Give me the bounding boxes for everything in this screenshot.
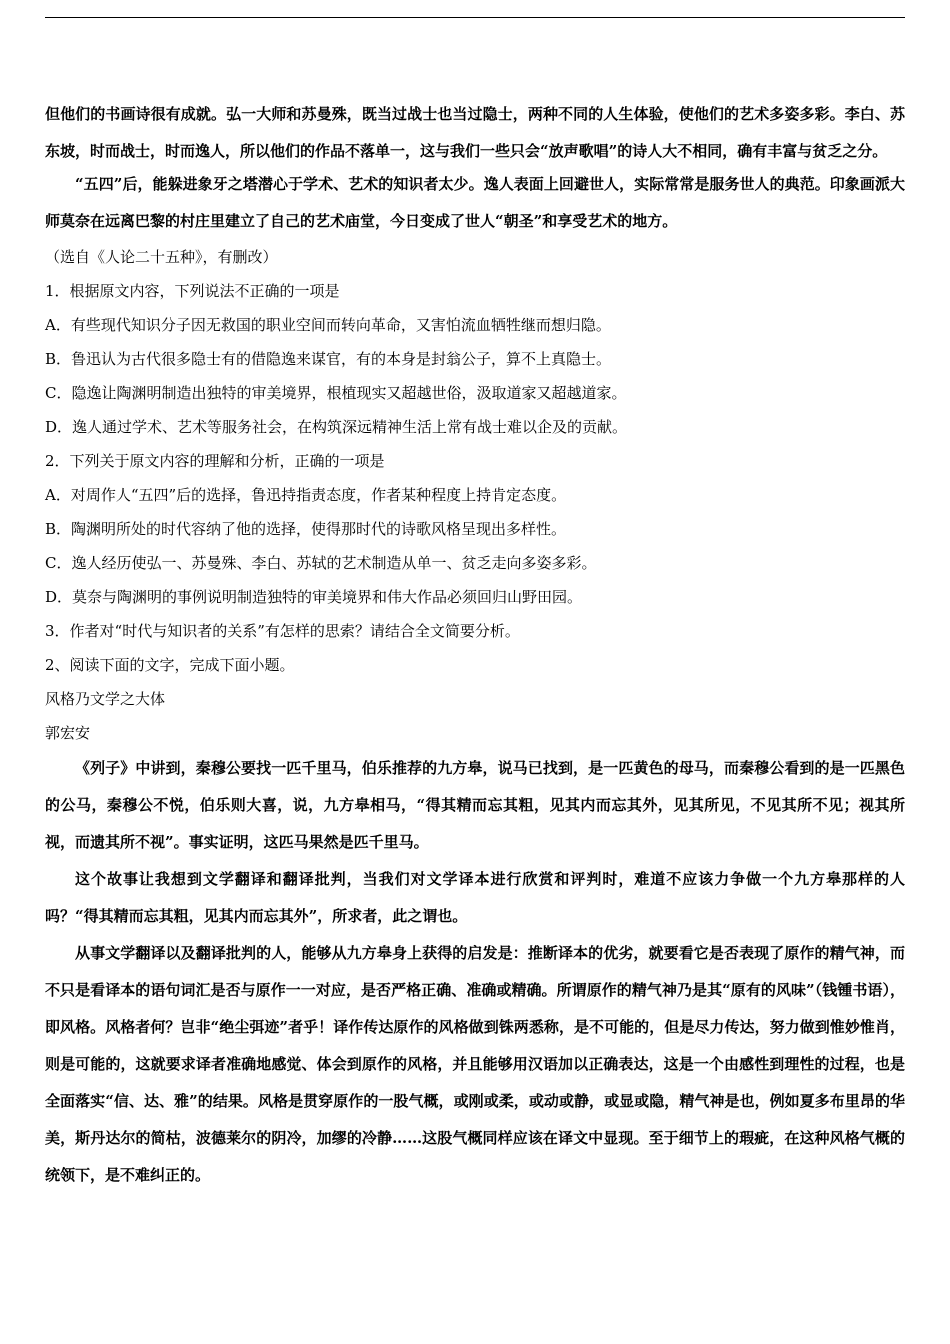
- article-author: 郭宏安: [45, 724, 91, 742]
- question-1-option-b: B．鲁迅认为古代很多隐士有的借隐逸来谋官，有的本身是封翁公子，算不上真隐士。: [45, 350, 612, 368]
- question-1-option-c: C．隐逸让陶渊明制造出独特的审美境界，根植现实又超越世俗，汲取道家又超越道家。: [45, 384, 627, 402]
- question-1-option-d: D．逸人通过学术、艺术等服务社会，在构筑深远精神生活上常有战士难以企及的贡献。: [45, 418, 628, 436]
- passage1-paragraph-1: 但他们的书画诗很有成就。弘一大师和苏曼殊，既当过战士也当过隐士，两种不同的人生体验，使他们的艺术多姿多彩。李白、苏东坡，时而战士，时而逸人，所以他们的作品不落单一，这与我们一些只会“放声歌唱”的诗人大不相同，确有丰富与贫乏之分。: [45, 105, 905, 160]
- article-paragraph-3: 从事文学翻译以及翻译批判的人，能够从九方皋身上获得的启发是：推断译本的优劣，就要看它是否表现了原作的精气神，而不只是看译本的语句词汇是否与原作一一对应，是否严格正确、准确或精确。所谓原作的精气神乃是其“原有的风味”（钱锺书语），即风格。风格者何？岂非“绝尘弭迹”者乎！译作传达原作的风格做到铢两悉称，是不可能的，但是尽力传达，努力做到惟妙惟肖，则是可能的，这就要求译者准确地感觉、体会到原作的风格，并且能够用汉语加以正确表达，这是一个由感性到理性的过程，也是全面落实“信、达、雅”的结果。风格是贯穿原作的一股气概，或刚或柔，或动或静，或显或隐，精气神是也，例如夏多布里昂的华美，斯丹达尔的简枯，波德莱尔的阴冷，加缪的冷静……这股气概同样应该在译文中显现。至于细节上的瑕疵，在这种风格气概的统领下，是不难纠正的。: [45, 944, 905, 1184]
- document-body: [45, 96, 905, 1194]
- question-2-option-a: A．对周作人“五四”后的选择，鲁迅持指责态度，作者某种程度上持肯定态度。: [45, 486, 567, 504]
- question-2-stem: 2．下列关于原文内容的理解和分析，正确的一项是: [45, 452, 385, 470]
- header-rule: [45, 17, 905, 18]
- section-2-heading: 2、阅读下面的文字，完成下面小题。: [45, 656, 295, 674]
- question-2-option-d: D．莫奈与陶渊明的事例说明制造独特的审美境界和伟大作品必须回归山野田园。: [45, 588, 583, 606]
- article-paragraph-1: 《列子》中讲到，秦穆公要找一匹千里马，伯乐推荐的九方皋，说马已找到，是一匹黄色的母马，而秦穆公看到的是一匹黑色的公马，秦穆公不悦，伯乐则大喜，说，九方皋相马，“得其精而忘其粗，见其内而忘其外，见其所见，不见其所不见；视其所视，而遗其所不视”。事实证明，这匹马果然是匹千里马。: [45, 759, 905, 851]
- article-paragraph-2: 这个故事让我想到文学翻译和翻译批判，当我们对文学译本进行欣赏和评判时，难道不应该力争做一个九方皋那样的人吗？“得其精而忘其粗，见其内而忘其外”，所求者，此之谓也。: [45, 870, 905, 925]
- question-1-option-a: A．有些现代知识分子因无救国的职业空间而转向革命，又害怕流血牺牲继而想归隐。: [45, 316, 611, 334]
- question-3-stem: 3．作者对“时代与知识者的关系”有怎样的思索？请结合全文简要分析。: [45, 622, 520, 640]
- question-2-option-b: B．陶渊明所处的时代容纳了他的选择，使得那时代的诗歌风格呈现出多样性。: [45, 520, 567, 538]
- question-2-option-c: C．逸人经历使弘一、苏曼殊、李白、苏轼的艺术制造从单一、贫乏走向多姿多彩。: [45, 554, 597, 572]
- article-title: 风格乃文学之大体: [45, 690, 166, 708]
- question-1-stem: 1．根据原文内容，下列说法不正确的一项是: [45, 282, 340, 300]
- passage1-paragraph-2: “五四”后，能躲进象牙之塔潜心于学术、艺术的知识者太少。逸人表面上回避世人，实际常常是服务世人的典范。印象画派大师莫奈在远离巴黎的村庄里建立了自己的艺术庙堂，今日变成了世人“朝圣”和享受艺术的地方。: [45, 175, 905, 230]
- passage1-source: （选自《人论二十五种》，有删改）: [45, 248, 278, 266]
